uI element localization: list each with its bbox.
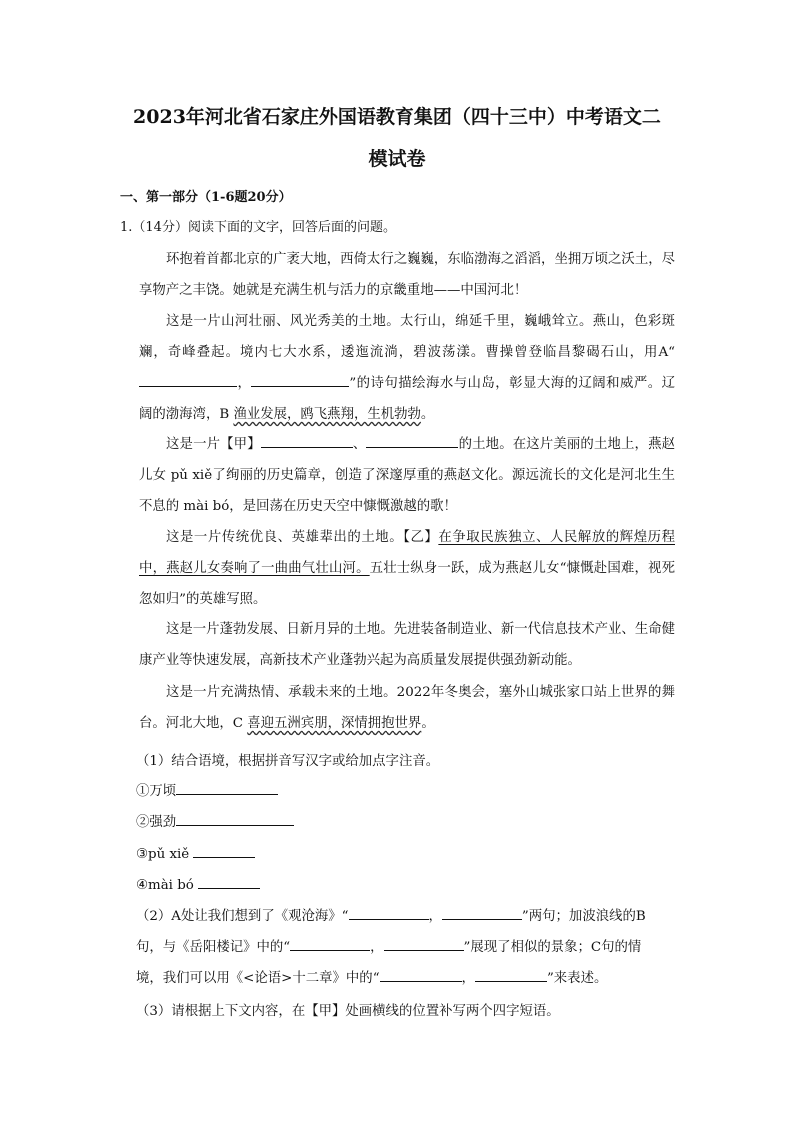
p3-sep: 、 <box>352 437 367 452</box>
question-1-stem: 1.（14分）阅读下面的文字，回答后面的问题。 <box>120 220 396 235</box>
fill-blank[interactable] <box>251 372 349 387</box>
sub-question-1-item-3: ③pǔ xiě <box>136 843 255 862</box>
sub-question-1-item-2: ②强劲 <box>136 811 294 830</box>
p4-text-a: 这是一片传统优良、英雄辈出的土地。【乙】 <box>166 530 439 545</box>
sub-question-2-line-2: 句，与《岳阳楼记》中的“ ， ”展现了相似的景象；C句的情 <box>136 936 641 955</box>
passage-paragraph-6 <box>139 677 675 739</box>
fill-blank[interactable] <box>139 372 237 387</box>
passage-paragraph-3 <box>139 429 675 522</box>
answer-blank[interactable] <box>290 936 370 951</box>
wavy-underlined-sentence-c: 喜迎五洲宾朋，深情拥抱世界 <box>247 716 422 731</box>
passage-paragraph-1: 环抱着首都北京的广袤大地，西倚太行之巍巍，东临渤海之滔滔，坐拥万顷之沃土，尽享物产之丰饶。她就是充满生机与活力的京畿重地——中国河北！ <box>139 252 675 298</box>
p6-text-a: 这是一片充满热情、承载未来的土地。2022年冬奥会，塞外山城张家口站上世界的舞台。河北大地，C <box>139 685 675 731</box>
p6-end: 。 <box>421 716 435 731</box>
sub-question-2-line-3: 境，我们可以用《<论语>十二章》中的“ ， ”来表述。 <box>136 967 607 986</box>
section-heading: 一、第一部分（1-6题20分） <box>120 190 292 205</box>
sub-question-2-line-1: （2）A处让我们想到了《观沧海》“ ， ”两句；加波浪线的B <box>136 905 646 924</box>
p2-text-a: 这是一片山河壮丽、风光秀美的土地。太行山，绵延千里，巍峨耸立。燕山，色彩斑斓，奇峰叠起。境内七大水系，逶迤流淌，碧波荡漾。曹操曾登临昌黎碣石山，用A“ <box>139 314 675 360</box>
passage-paragraph-2 <box>139 306 675 430</box>
exam-title-line2: 模试卷 <box>368 148 426 170</box>
answer-blank[interactable] <box>193 843 255 858</box>
fill-blank[interactable] <box>261 433 353 448</box>
answer-blank[interactable] <box>442 905 522 920</box>
answer-blank[interactable] <box>176 780 278 795</box>
sub-question-3: （3）请根据上下文内容，在【甲】处画横线的位置补写两个四字短语。 <box>136 1004 560 1019</box>
p3-text-a: 这是一片【甲】 <box>166 437 261 452</box>
p2-text-b: ”的诗句描绘海水与山岛，彰显大海的辽阔和威严。辽阔的渤海湾，B <box>139 376 675 422</box>
passage-paragraph-5: 这是一片蓬勃发展、日新月异的土地。先进装备制造业、新一代信息技术产业、生命健康产业等快速发展，高新技术产业蓬勃兴起为高质量发展提供强劲新动能。 <box>139 622 675 668</box>
p2-end: 。 <box>420 407 435 422</box>
p2-comma: ， <box>237 376 252 391</box>
answer-blank[interactable] <box>380 967 462 982</box>
sub-question-1-item-1: ①万顷 <box>136 780 278 799</box>
exam-title-line1: 2023年河北省石家庄外国语教育集团（四十三中）中考语文二 <box>133 106 661 128</box>
p4-text-b: 五壮士纵身一跃，成为燕赵儿女“慷慨赴国难，视死忽如归”的英雄写照。 <box>139 561 675 607</box>
answer-blank[interactable] <box>349 905 429 920</box>
wavy-underlined-sentence-b: 渔业发展，鸥飞燕翔，生机勃勃 <box>233 407 421 422</box>
answer-blank[interactable] <box>198 874 260 889</box>
answer-blank[interactable] <box>384 936 464 951</box>
sub-question-1-item-4: ④mài bó <box>136 874 260 893</box>
passage-paragraph-4 <box>139 522 675 615</box>
fill-blank[interactable] <box>366 433 458 448</box>
sub-question-1-prompt: （1）结合语境，根据拼音写汉字或给加点字注音。 <box>136 754 440 769</box>
answer-blank[interactable] <box>176 811 294 826</box>
answer-blank[interactable] <box>475 967 547 982</box>
p3-text-b: 的土地。在这片美丽的土地上，燕赵儿女 pǔ xiě了绚丽的历史篇章，创造了深邃厚重的燕赵文化。源远流长的文化是河北生生不息的 mài bó，是回荡在历史天空中慷慨激越的歌！ <box>139 437 676 514</box>
underlined-sentence-yi: 在争取民族独立、人民解放的辉煌历程中，燕赵儿女奏响了一曲曲气壮山河。 <box>139 530 675 576</box>
